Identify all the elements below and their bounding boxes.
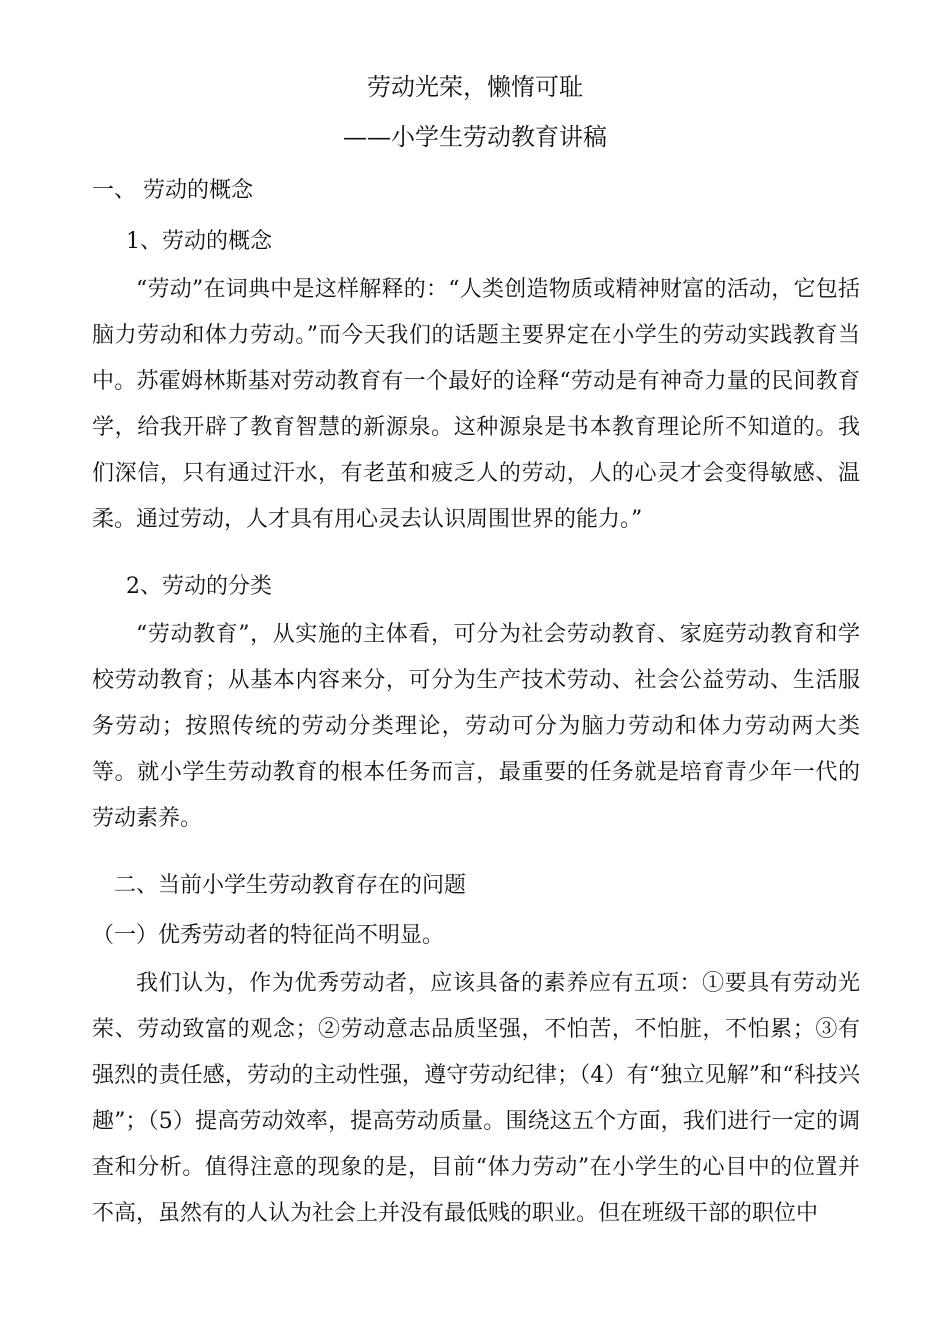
section-2-heading: 二、当前小学生劳动教育存在的问题 bbox=[114, 873, 467, 898]
section-1-2-paragraph: “劳动教育”，从实施的主体看，可分为社会劳动教育、家庭劳动教育和学校劳动教育；从基本内容来分，可分为生产技术劳动、社会公益劳动、生活服务劳动；按照传统的劳动分类理论，劳动可分为脑力劳动和体力劳动两大类等。就小学生劳动教育的根本任务而言，最重要的任务就是培育青少年一代的劳动素养。 bbox=[92, 622, 860, 831]
document-subtitle: ——小学生劳动教育讲稿 bbox=[343, 123, 607, 151]
document-title: 劳动光荣，懒惰可耻 bbox=[367, 73, 583, 101]
section-2-1-paragraph: 我们认为，作为优秀劳动者，应该具备的素养应有五项：①要具有劳动光荣、劳动致富的观念；②劳动意志品质坚强，不怕苦，不怕脏，不怕累；③有强烈的责任感，劳动的主动性强，遵守劳动纪律；（4）有“独立见解”和“科技兴趣”；（5）提高劳动效率，提高劳动质量。围绕这五个方面，我们进行一定的调查和分析。值得注意的现象的是，目前“体力劳动”在小学生的心目中的位置并不高，虽然有的人认为社会上并没有最低贱的职业。但在班级干部的职位中 bbox=[92, 971, 860, 1226]
section-1-1-heading: 1、劳动的概念 bbox=[126, 229, 272, 254]
section-1-heading: 一、 劳动的概念 bbox=[92, 178, 253, 203]
section-1-2-heading: 2、劳动的分类 bbox=[126, 574, 272, 599]
section-2-1-heading: （一）优秀劳动者的特征尚不明显。 bbox=[92, 923, 445, 948]
section-1-1-paragraph: “劳动”在词典中是这样解释的：“人类创造物质或精神财富的活动，它包括脑力劳动和体力劳动。”而今天我们的话题主要界定在小学生的劳动实践教育当中。苏霍姆林斯基对劳动教育有一个最好的诠释“劳动是有神奇力量的民间教育学，给我开辟了教育智慧的新源泉。这种源泉是书本教育理论所不知道的。我们深信，只有通过汗水，有老茧和疲乏人的劳动，人的心灵才会变得敏感、温柔。通过劳动，人才具有用心灵去认识周围世界的能力。” bbox=[92, 277, 860, 532]
